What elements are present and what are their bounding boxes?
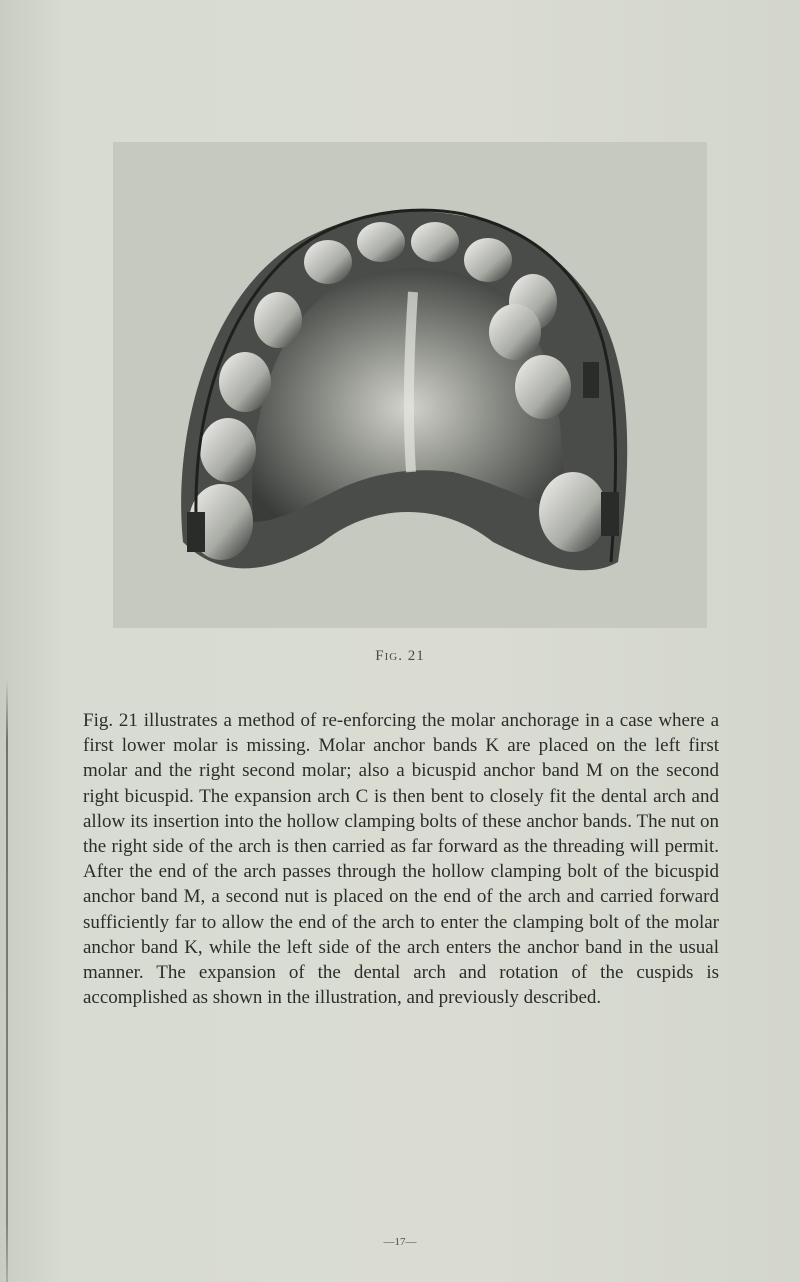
body-paragraph: Fig. 21 illustrates a method of re-enforcing the molar anchorage in a case where a first lower molar is missing. Molar anchor bands K are placed on the left first molar and the right second molar; also a bicuspid anchor band M on the second right bicuspid. The expansion arch C is then bent to closely fit the dental arch and allow its insertion into the hollow clamping bolts of these anchor bands. The nut on the right side of the arch is then carried as far forward as the threading will permit. After the end of the arch passes through the hollow clamping bolt of the bicuspid anchor band M, a second nut is placed on the end of the arch and carried forward sufficiently far to allow the end of the arch to enter the clamping bolt of the molar anchor band K, while the left side of the arch enters the anchor band in the usual manner. The expansion of the dental arch and rotation of the cuspids is accomplished as shown in the illustration, and previously described. (83, 710, 719, 1009)
tooth-incisor-3 (411, 222, 459, 262)
page-number: —17— (383, 1236, 417, 1248)
tooth-right-molar (539, 472, 607, 552)
palatal-raphe (409, 292, 413, 472)
tooth-left-bicuspid-2 (200, 418, 256, 482)
tooth-left-cuspid (254, 292, 302, 348)
anchor-band-right-bicuspid (583, 362, 599, 398)
tooth-right-bicuspid-1 (489, 304, 541, 360)
tooth-incisor-4 (464, 238, 512, 282)
anchor-band-left (187, 512, 205, 552)
page-binding-edge (6, 680, 8, 1282)
tooth-right-bicuspid-2 (515, 355, 571, 419)
tooth-left-bicuspid-1 (219, 352, 271, 412)
dental-arch-illustration (113, 142, 707, 628)
anchor-band-right-molar (601, 492, 619, 536)
tooth-incisor-1 (304, 240, 352, 284)
figure-photo (113, 142, 707, 628)
tooth-incisor-2 (357, 222, 405, 262)
figure-caption: Fig. 21 (375, 648, 425, 664)
